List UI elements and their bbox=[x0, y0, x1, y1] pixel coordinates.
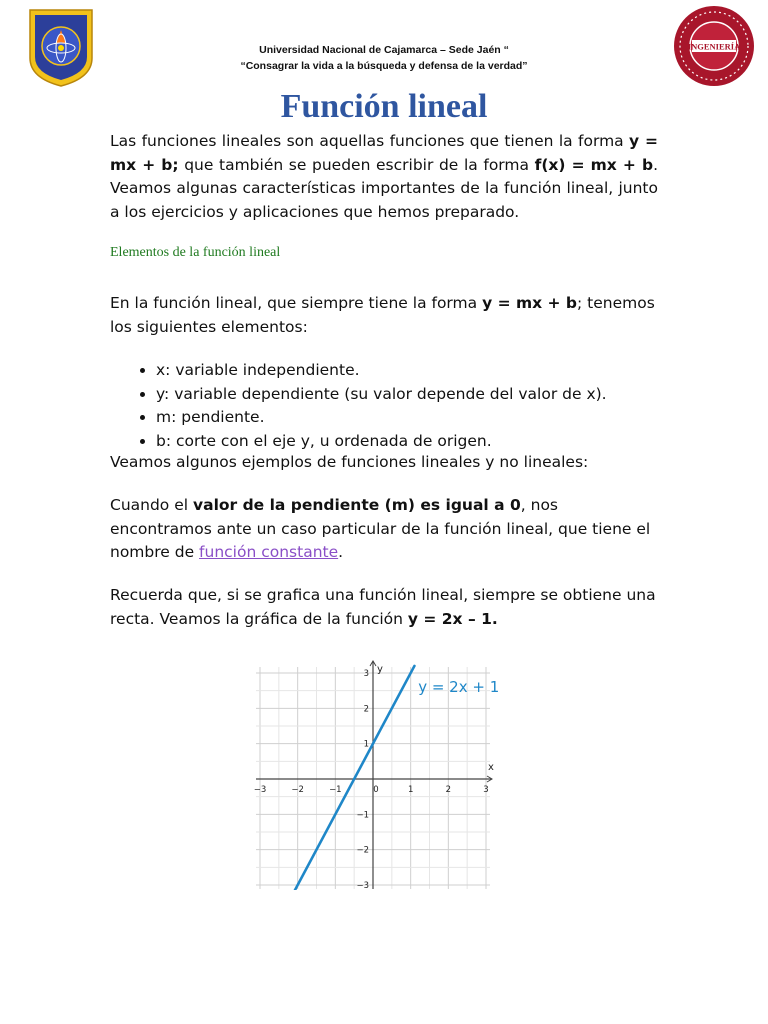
line-chart bbox=[250, 655, 500, 890]
elements-intro-text-2: ; tenemos los siguientes elementos: bbox=[110, 294, 655, 336]
intro-text-1: Las funciones lineales son aquellas funciones que tienen la forma bbox=[110, 132, 630, 150]
graph-intro-formula: y = 2x – 1. bbox=[407, 609, 498, 628]
list-item: • m: pendiente. bbox=[156, 406, 676, 430]
list-item: • x: variable independiente. bbox=[156, 359, 676, 383]
constant-text-1: Cuando el bbox=[110, 496, 193, 514]
y-axis-label: y bbox=[377, 664, 383, 675]
constant-paragraph bbox=[110, 494, 658, 565]
header bbox=[0, 42, 768, 74]
elements-intro-formula: y = mx + b bbox=[482, 294, 577, 312]
y-tick-label: 1 bbox=[363, 739, 369, 750]
y-tick-label: −1 bbox=[356, 810, 369, 821]
intro-formula-2: f(x) = mx + b bbox=[534, 155, 654, 174]
x-tick-label: −3 bbox=[253, 785, 267, 795]
graph-intro-text: Recuerda que, si se grafica una función lineal, siempre se obtiene una recta. Veamos la gráfica de la función bbox=[110, 586, 656, 628]
header-line1: Universidad Nacional de Cajamarca – Sede Jaén “ bbox=[259, 44, 509, 56]
elements-intro bbox=[110, 292, 658, 339]
header-line2: “Consagrar la vida a la búsqueda y defensa de la verdad” bbox=[240, 60, 528, 72]
y-tick-label: −3 bbox=[356, 881, 369, 890]
x-tick-label: −1 bbox=[329, 785, 342, 795]
graph-intro-paragraph bbox=[110, 584, 658, 631]
intro-paragraph bbox=[110, 130, 658, 224]
list-item: • b: corte con el eje y, u ordenada de origen. bbox=[156, 430, 676, 454]
logo-right-text: INGENIERÍA bbox=[687, 41, 741, 52]
intro-text-3: . Veamos algunas características importantes de la función lineal, junto a los ejercicios y aplicaciones que hemos preparado. bbox=[110, 155, 658, 221]
constant-text-3: . bbox=[338, 543, 344, 561]
x-tick-label: −2 bbox=[291, 785, 304, 795]
x-tick-label: 3 bbox=[483, 785, 489, 795]
constant-bold: valor de la pendiente (m) es igual a 0 bbox=[193, 496, 521, 514]
elements-list bbox=[132, 359, 676, 453]
constant-text-2: , nos encontramos ante un caso particular de la función lineal, que tiene el nombre de bbox=[110, 496, 651, 561]
intro-formula-1: y = mx + b; bbox=[110, 132, 658, 174]
elements-intro-text-1: En la función lineal, que siempre tiene la forma bbox=[110, 294, 483, 312]
examples-line: Veamos algunos ejemplos de funciones lineales y no lineales: bbox=[110, 453, 589, 471]
y-tick-label: 2 bbox=[363, 704, 369, 715]
x-tick-label: 0 bbox=[373, 785, 379, 795]
constant-function-link[interactable]: función constante bbox=[199, 543, 339, 561]
page-title: Función lineal bbox=[280, 88, 488, 125]
y-tick-label: −2 bbox=[356, 845, 369, 856]
x-tick-label: 1 bbox=[407, 785, 414, 795]
line-equation-label: y = 2x + 1 bbox=[418, 678, 500, 697]
section-subheading: Elementos de la función lineal bbox=[110, 245, 281, 260]
x-tick-label: 2 bbox=[445, 785, 452, 795]
x-axis-label: x bbox=[488, 762, 494, 773]
y-tick-label: 3 bbox=[363, 669, 369, 679]
list-item: • y: variable dependiente (su valor depende del valor de x). bbox=[156, 383, 676, 407]
intro-text-2: que también se pueden escribir de la forma bbox=[178, 155, 535, 174]
